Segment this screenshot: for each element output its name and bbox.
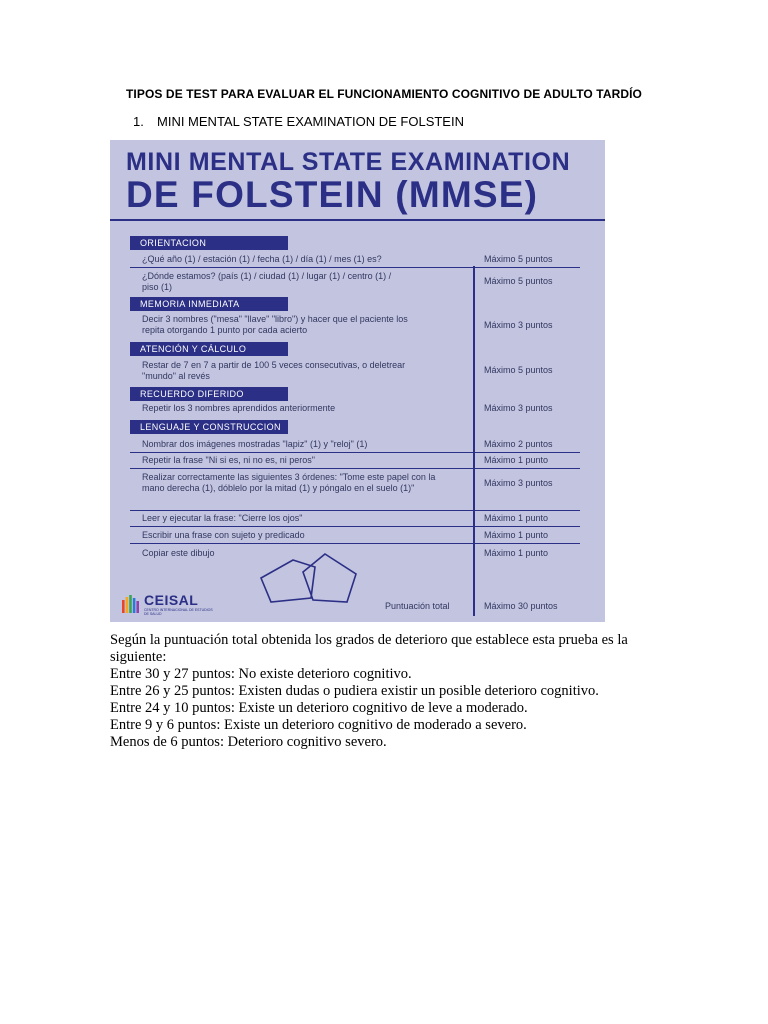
row-lenguaje-leer-points: Máximo 1 punto <box>484 513 549 523</box>
row-atencion-points: Máximo 5 puntos <box>484 365 553 375</box>
mmse-title-line2: DE FOLSTEIN (MMSE) <box>126 174 539 215</box>
row-lenguaje-nombrar: Nombrar dos imágenes mostradas "lapiz" (1) y "reloj" (1) <box>142 439 368 449</box>
scoring-line: Entre 26 y 25 puntos: Existen dudas o pudiera existir un posible deterioro cognitivo. <box>110 683 599 699</box>
row-orientacion-tiempo: ¿Qué año (1) / estación (1) / fecha (1) / día (1) / mes (1) es? <box>142 254 382 264</box>
section-memoria: MEMORIA INMEDIATA <box>130 297 288 311</box>
row-lenguaje-copiar-points: Máximo 1 punto <box>484 548 549 558</box>
scoring-line: Entre 24 y 10 puntos: Existe un deterioro cognitivo de leve a moderado. <box>110 700 528 716</box>
intersecting-pentagons-drawing <box>255 550 365 610</box>
document-heading: TIPOS DE TEST PARA EVALUAR EL FUNCIONAMIENTO COGNITIVO DE ADULTO TARDÍO <box>125 87 642 101</box>
row-divider <box>130 452 580 453</box>
row-lenguaje-copiar: Copiar este dibujo <box>142 548 215 558</box>
section-atencion: ATENCIÓN Y CÁLCULO <box>130 342 288 356</box>
title-divider <box>110 219 605 221</box>
row-recuerdo-points: Máximo 3 puntos <box>484 403 553 413</box>
scoring-intro: Según la puntuación total obtenida los grados de deterioro que establece esta prueba es la siguiente: <box>110 632 628 665</box>
section-orientacion: ORIENTACION <box>130 236 288 250</box>
ceisal-logo-icon <box>122 595 140 613</box>
scoring-line: Entre 30 y 27 puntos: No existe deterioro cognitivo. <box>110 666 412 682</box>
row-lenguaje-ordenes-points: Máximo 3 puntos <box>484 478 553 488</box>
row-orientacion-lugar-points: Máximo 5 puntos <box>484 276 553 286</box>
row-divider <box>130 543 580 544</box>
total-label: Puntuación total <box>385 601 450 611</box>
row-memoria: Decir 3 nombres ("mesa" "llave" "libro") y hacer que el paciente los repita otorgando 1 punto por cada acierto <box>142 314 408 335</box>
section-lenguaje: LENGUAJE Y CONSTRUCCION <box>130 420 288 434</box>
scoring-line: Entre 9 y 6 puntos: Existe un deterioro cognitivo de moderado a severo. <box>110 717 527 733</box>
row-divider <box>130 526 580 527</box>
scoring-line: Menos de 6 puntos: Deterioro cognitivo severo. <box>110 734 387 750</box>
row-divider <box>130 267 580 268</box>
row-atencion: Restar de 7 en 7 a partir de 100 5 veces consecutivas, o deletrear "mundo" al revés <box>142 360 406 381</box>
total-points: Máximo 30 puntos <box>484 601 558 611</box>
mmse-infographic <box>110 140 605 622</box>
row-lenguaje-nombrar-points: Máximo 2 puntos <box>484 439 553 449</box>
row-lenguaje-repetir: Repetir la frase "Ni si es, ni no es, ni peros" <box>142 455 315 465</box>
ceisal-logo-name: CEISAL <box>144 592 199 608</box>
row-divider <box>130 510 580 511</box>
row-memoria-points: Máximo 3 puntos <box>484 320 553 330</box>
row-lenguaje-escribir: Escribir una frase con sujeto y predicado <box>142 530 305 540</box>
list-item-mmse <box>133 114 464 129</box>
row-orientacion-lugar: ¿Dónde estamos? (país (1) / ciudad (1) / lugar (1) / centro (1) / piso (1) <box>142 271 392 292</box>
ceisal-logo-subtitle: CENTRO INTERNACIONAL DE ESTUDIOS DE SALUD <box>144 608 213 616</box>
row-recuerdo: Repetir los 3 nombres aprendidos anteriormente <box>142 403 336 413</box>
mmse-title-line1: MINI MENTAL STATE EXAMINATION <box>126 148 571 176</box>
scoring-explanation <box>110 632 670 751</box>
row-divider <box>130 468 580 469</box>
column-divider <box>473 266 475 616</box>
row-lenguaje-escribir-points: Máximo 1 punto <box>484 530 549 540</box>
row-orientacion-tiempo-points: Máximo 5 puntos <box>484 254 553 264</box>
section-recuerdo: RECUERDO DIFERIDO <box>130 387 288 401</box>
list-item-label: MINI MENTAL STATE EXAMINATION DE FOLSTEIN <box>157 114 464 129</box>
ceisal-logo <box>122 592 232 618</box>
row-lenguaje-leer: Leer y ejecutar la frase: "Cierre los ojos" <box>142 513 303 523</box>
row-lenguaje-ordenes: Realizar correctamente las siguientes 3 órdenes: "Tome este papel con la mano derecha (1), dóblelo por la mitad (1) y póngalo en el suelo (1)" <box>142 472 436 493</box>
row-lenguaje-repetir-points: Máximo 1 punto <box>484 455 549 465</box>
list-number: 1. <box>133 114 144 129</box>
